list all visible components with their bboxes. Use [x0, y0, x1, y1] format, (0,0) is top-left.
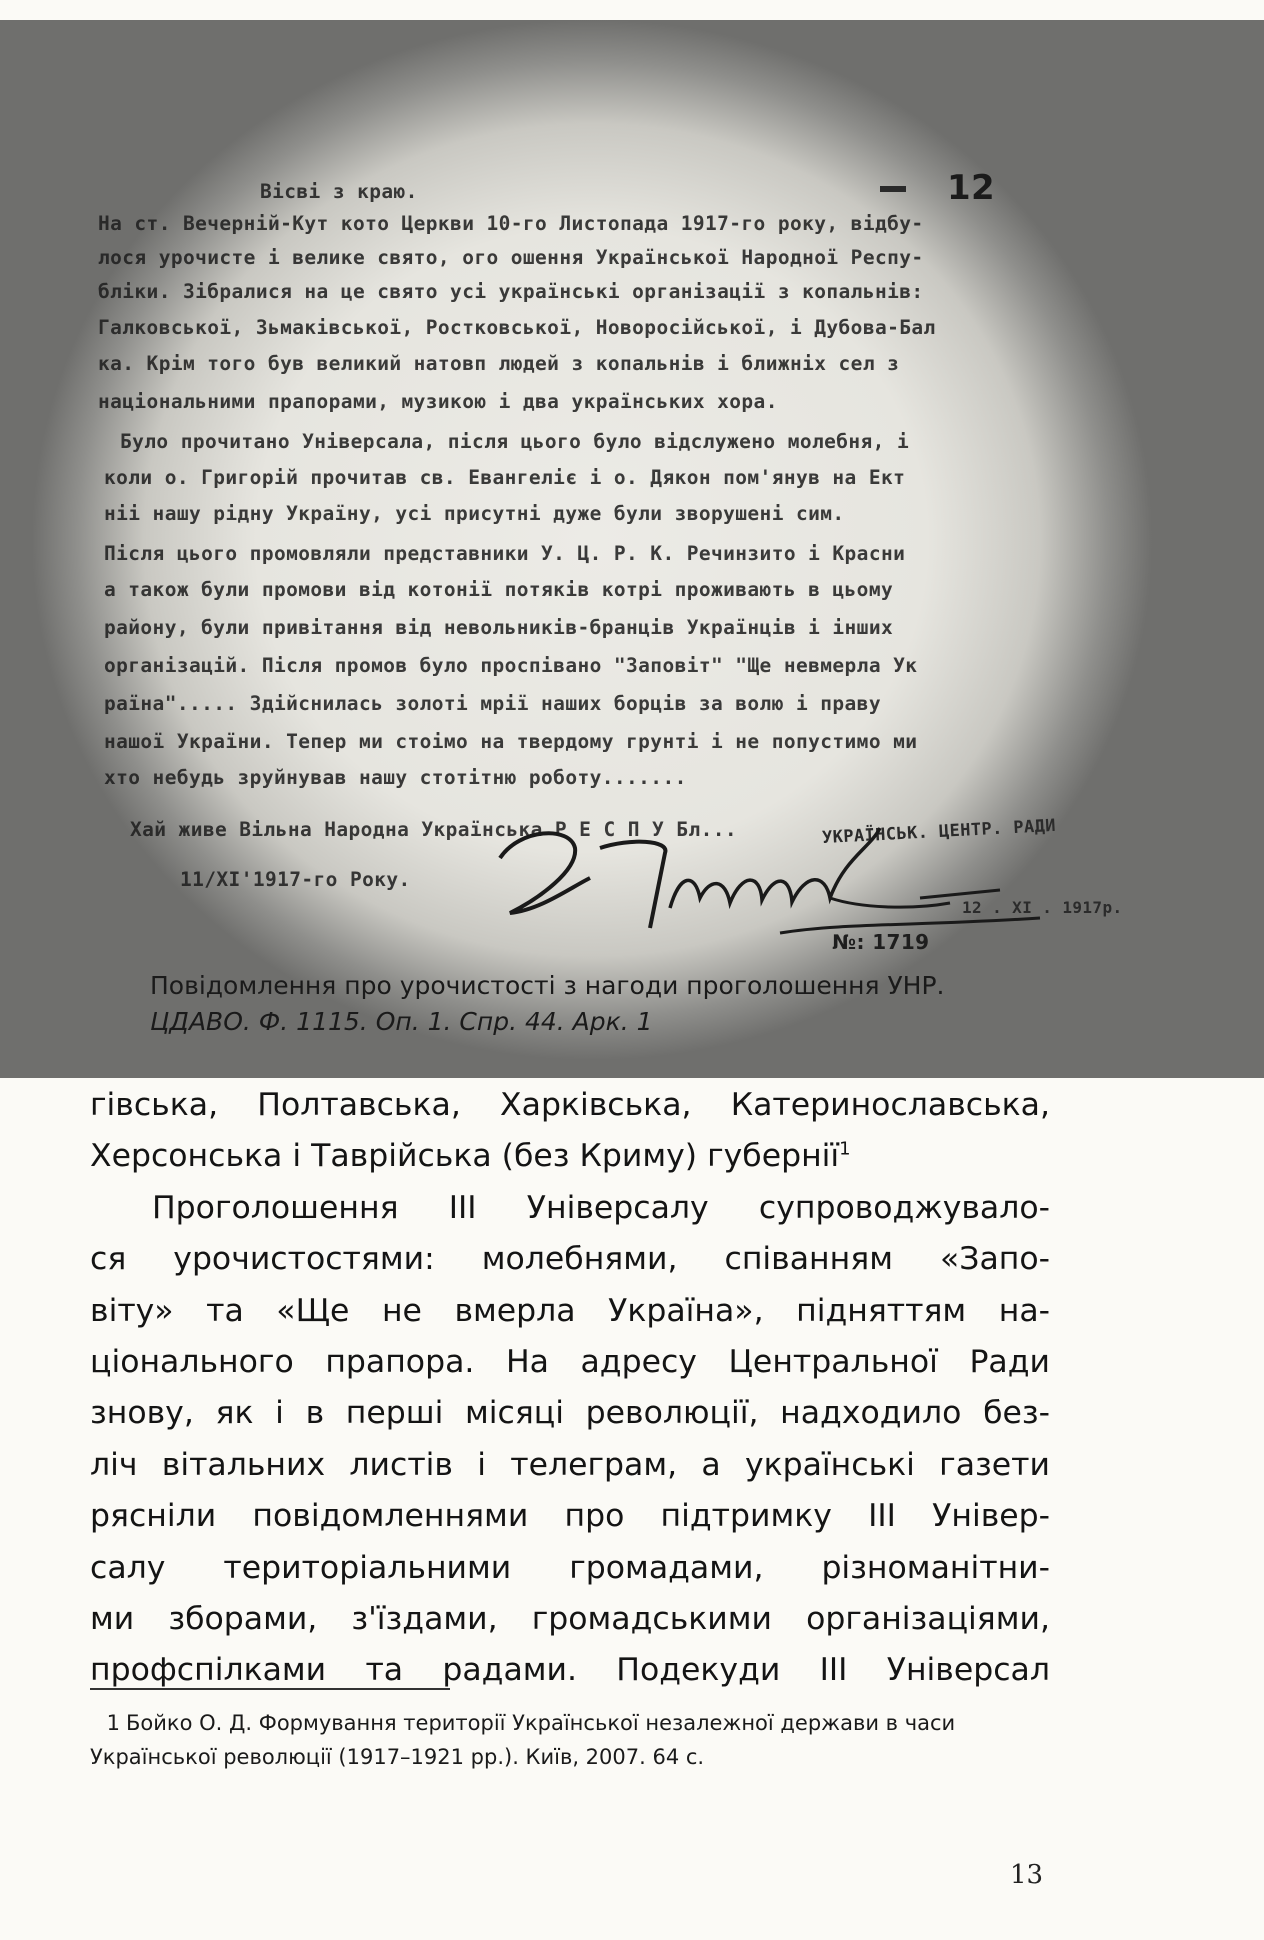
- body-line: знову, як і в перші місяці революції, надходило без-: [90, 1395, 1050, 1432]
- doc-line: коли о. Григорій прочитав св. Евангеліє і о. Дякон пом'янув на Ект: [104, 466, 906, 489]
- body-line: профспілками та радами. Подекуди III Універсал: [90, 1652, 1050, 1689]
- page-number: 13: [1010, 1860, 1044, 1890]
- body-line-text: Херсонська і Таврійська (без Криму) губернії: [90, 1138, 840, 1175]
- doc-line: ка. Крім того був великий натовп людей з копальнів і ближніх сел з: [98, 352, 900, 375]
- body-line: ціонального прапора. На адресу Центральної Ради: [90, 1344, 1050, 1381]
- stamp-date: 12 . XI . 1917р.: [962, 898, 1123, 917]
- handwritten-signature: [480, 818, 1050, 948]
- doc-line: Було прочитано Універсала, після цього було відслужено молебня, і: [120, 430, 910, 453]
- footnote-text: Бойко О. Д. Формування території Української незалежної держави в часи Української революції (1917–1921 рр.). Київ, 2007. 64 с.: [90, 1711, 956, 1769]
- doc-line: організацій. Після промов було проспівано "Заповіт" "Ще невмерла Ук: [104, 654, 918, 677]
- doc-line: району, були привітання від невольників-бранців Українців і інших: [104, 616, 894, 639]
- body-line: ся урочистостями: молебнями, співанням «Запо-: [90, 1241, 1050, 1278]
- stamp-line: УКРАЇНСЬК. ЦЕНТР. РАДИ: [821, 815, 1057, 849]
- doc-line: ніі нашу рідну Україну, усі присутні дуже були зворушені сим.: [104, 502, 845, 525]
- body-line: рясніли повідомленнями про підтримку III Універ-: [90, 1498, 1050, 1535]
- stamp-number: №: 1719: [832, 930, 930, 954]
- body-line: віту» та «Ще не вмерла Україна», підняттям на-: [90, 1292, 1050, 1329]
- body-line: гівська, Полтавська, Харківська, Катеринославська,: [90, 1087, 1050, 1123]
- doc-line: На ст. Вечерній-Кут кото Церкви 10-го Листопада 1917-го року, відбу-: [98, 212, 924, 235]
- caption-title: Повідомлення про урочистості з нагоди проголошення УНР.: [150, 971, 945, 1000]
- typed-document: [92, 140, 1123, 958]
- caption-source: ЦДАВО. Ф. 1115. Оп. 1. Спр. 44. Арк. 1: [150, 1007, 653, 1036]
- figure-caption: [150, 968, 1110, 1040]
- footnote-reference[interactable]: 1: [839, 1138, 851, 1160]
- doc-line: Вісві з краю.: [260, 180, 418, 203]
- doc-line: Після цього промовляли представники У. Ц. Р. К. Речинзито і Красни: [104, 542, 906, 565]
- body-text: [90, 1080, 1050, 1697]
- body-line: Проголошення III Універсалу супроводжувало-: [152, 1189, 1050, 1226]
- footnote: [90, 1706, 1050, 1774]
- body-line-with-footnote: [90, 1131, 1050, 1182]
- doc-line: нашої України. Тепер ми стоімо на твердому грунті і не попустимо ми: [104, 730, 918, 753]
- doc-line: лося урочисте і велике свято, ого ошення Української Народної Респу-: [98, 246, 924, 269]
- archival-document-photo: [92, 140, 1123, 958]
- body-line: ліч вітальних листів і телеграм, а українські газети: [90, 1446, 1050, 1483]
- doc-line: а також були промови від котонії потяків котрі проживають в цьому: [104, 578, 894, 601]
- body-line: ми зборами, з'їздами, громадськими організаціями,: [90, 1601, 1050, 1638]
- body-line: салу територіальними громадами, різноманітни-: [90, 1549, 1050, 1586]
- doc-line: бліки. Зібралися на це свято усі українські організації з копальнів:: [98, 280, 924, 303]
- doc-line: Хай живе Вільна Народна Українська Р Е С П У Бл...: [130, 818, 737, 841]
- document-number: 12: [947, 168, 996, 208]
- doc-line: хто небудь зруйнував нашу стотітню роботу.......: [104, 766, 687, 789]
- doc-date-line: 11/XI'1917-го Року.: [180, 868, 411, 891]
- doc-line: раїна"..... Здійснилась золоті мрії наших борців за волю і праву: [104, 692, 881, 715]
- doc-line: Галковської, Зьмаківської, Ростковської, Новоросійської, і Дубова-Бал: [98, 316, 936, 339]
- doc-line: національними прапорами, музикою і два українських хора.: [98, 390, 778, 413]
- footnote-marker: 1: [106, 1711, 120, 1735]
- number-dash: [880, 186, 906, 192]
- footnote-divider: [90, 1688, 450, 1690]
